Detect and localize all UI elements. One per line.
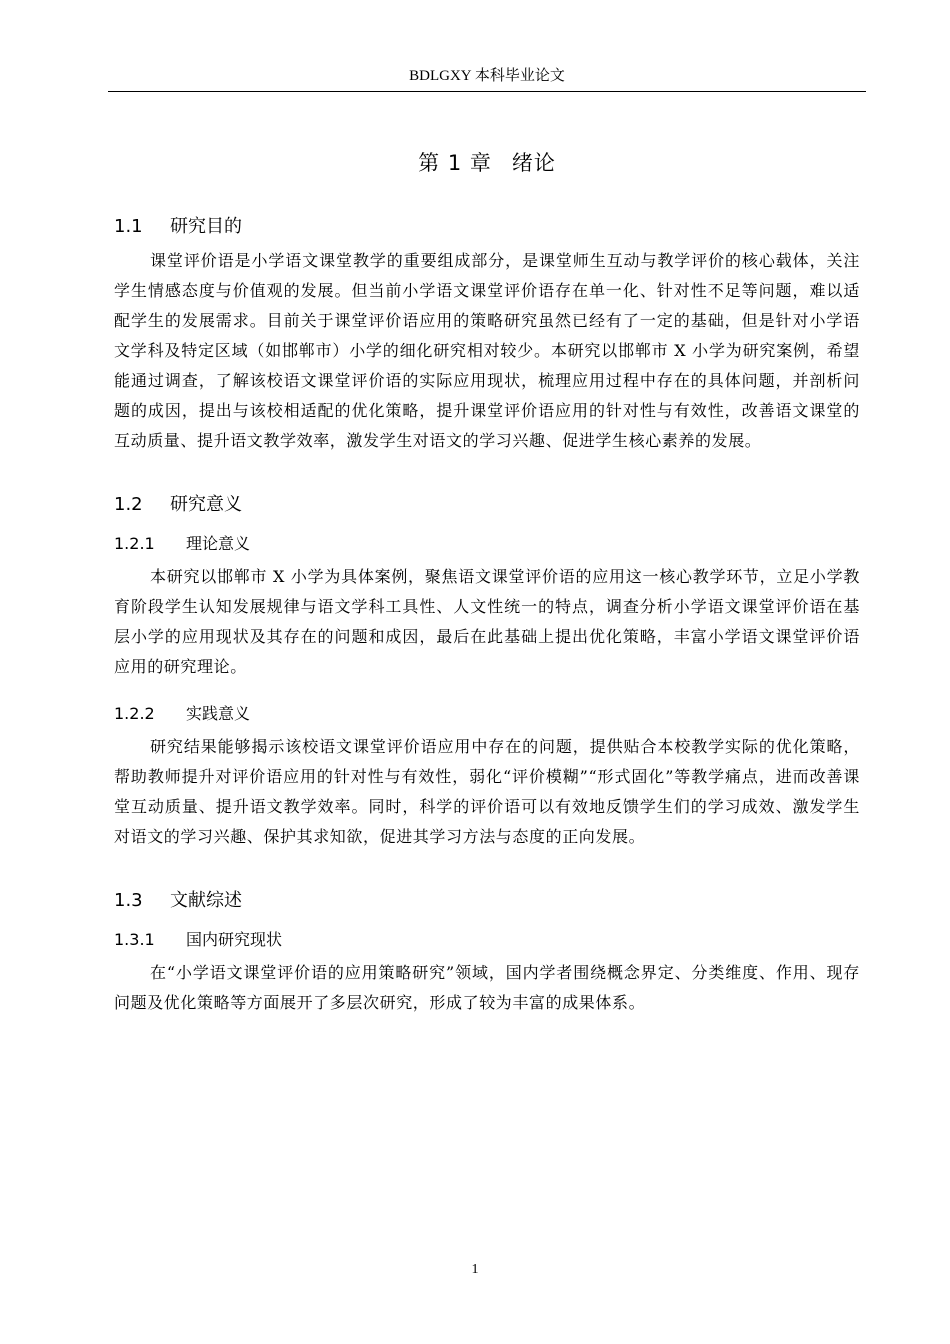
header-divider — [108, 91, 866, 92]
running-header: BDLGXY 本科毕业论文 — [409, 68, 565, 84]
page-number: 1 — [471, 1262, 479, 1277]
subsection-heading-1-2-1 — [114, 530, 860, 558]
subsection-heading-1-2-2 — [114, 700, 860, 728]
section-number: 1.1 — [114, 216, 143, 237]
section-title: 研究目的 — [170, 216, 242, 237]
subsection-number: 1.3.1 — [114, 930, 155, 949]
paragraph-theoretical-significance: 本研究以邯郸市 X 小学为具体案例，聚焦语文课堂评价语的应用这一核心教学环节，立足小学教育阶段学生认知发展规律与语文学科工具性、人文性统一的特点，调查分析小学语文课堂评价语在基层小学的应用现状及其存在的问题和成因，最后在此基础上提出优化策略，丰富小学语文课堂评价语应用的研究理论。 — [114, 567, 860, 676]
section-heading-1-3 — [114, 886, 860, 916]
subsection-title: 实践意义 — [186, 704, 251, 723]
paragraph-domestic-research: 在“小学语文课堂评价语的应用策略研究”领域，国内学者围绕概念界定、分类维度、作用、现存问题及优化策略等方面展开了多层次研究，形成了较为丰富的成果体系。 — [114, 963, 860, 1012]
section-number: 1.2 — [114, 494, 143, 515]
chapter-name: 绪论 — [511, 151, 556, 175]
section-heading-1-1 — [114, 212, 860, 242]
chapter-number: 第 1 章 — [418, 151, 492, 175]
paragraph-practical-significance: 研究结果能够揭示该校语文课堂评价语应用中存在的问题，提供贴合本校教学实际的优化策略，帮助教师提升对评价语应用的针对性与有效性，弱化“评价模糊”“形式固化”等教学痛点，进而改善课堂互动质量、提升语文教学效率。同时，科学的评价语可以有效地反馈学生们的学习成效、激发学生对语文的学习兴趣、保护其求知欲，促进其学习方法与态度的正向发展。 — [114, 737, 860, 846]
chapter-title — [114, 146, 860, 180]
section-title: 文献综述 — [170, 890, 242, 911]
subsection-number: 1.2.2 — [114, 704, 155, 723]
page-body — [114, 146, 860, 1018]
section-title: 研究意义 — [170, 494, 242, 515]
paragraph-research-purpose: 课堂评价语是小学语文课堂教学的重要组成部分，是课堂师生互动与教学评价的核心载体，关注学生情感态度与价值观的发展。但当前小学语文课堂评价语存在单一化、针对性不足等问题，难以适配学生的发展需求。目前关于课堂评价语应用的策略研究虽然已经有了一定的基础，但是针对小学语文学科及特定区域（如邯郸市）小学的细化研究相对较少。本研究以邯郸市 X 小学为研究案例，希望能通过调查，了解该校语文课堂评价语的实际应用现状，梳理应用过程中存在的具体问题，并剖析问题的成因，提出与该校相适配的优化策略，提升课堂评价语应用的针对性与有效性，改善语文课堂的互动质量、提升语文教学效率，激发学生对语文的学习兴趣、促进学生核心素养的发展。 — [114, 251, 860, 450]
subsection-number: 1.2.1 — [114, 534, 155, 553]
subsection-title: 国内研究现状 — [186, 930, 283, 949]
subsection-title: 理论意义 — [186, 534, 251, 553]
section-heading-1-2 — [114, 490, 860, 520]
subsection-heading-1-3-1 — [114, 926, 860, 954]
section-number: 1.3 — [114, 890, 143, 911]
